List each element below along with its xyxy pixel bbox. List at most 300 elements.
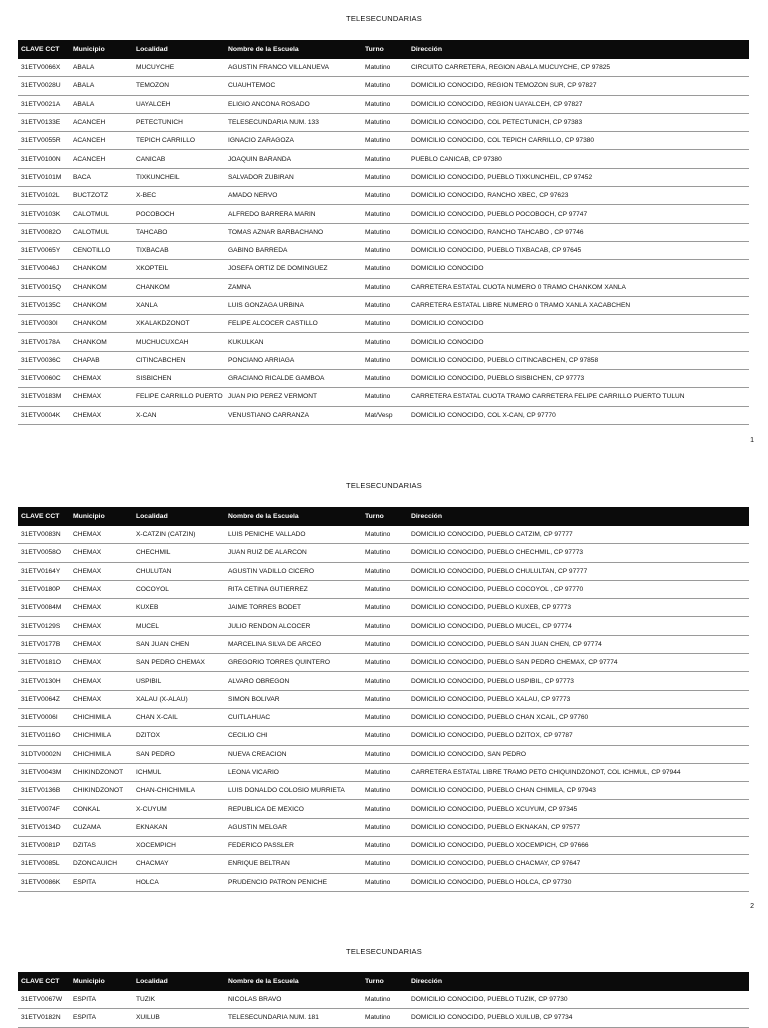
- cell-localidad: SISBICHEN: [136, 375, 172, 383]
- header-escuela: Nombre de la Escuela: [228, 978, 299, 985]
- cell-turno: Matutino: [365, 549, 391, 557]
- cell-turno: Matutino: [365, 155, 391, 163]
- cell-escuela: FEDERICO PASSLER: [228, 842, 294, 850]
- cell-localidad: XANLA: [136, 302, 158, 309]
- table-row: [18, 370, 749, 388]
- cell-localidad: EKNAKAN: [136, 823, 168, 831]
- cell-municipio: CHIKINDZONOT: [73, 787, 124, 795]
- cell-localidad: TIXKUNCHEIL: [136, 173, 180, 181]
- header-localidad: Localidad: [136, 978, 168, 985]
- cell-municipio: CHANKOM: [73, 320, 107, 328]
- cell-direccion: DOMICILIO CONOCIDO, PUEBLO XALAU, CP 97773: [411, 695, 571, 703]
- cell-escuela: LUIS PENICHE VALLADO: [228, 531, 306, 539]
- cell-localidad: XOCEMPICH: [136, 842, 176, 850]
- table-row: [18, 636, 749, 654]
- cell-municipio: ACANCEH: [73, 119, 106, 127]
- cell-direccion: CARRETERA ESTATAL LIBRE TRAMO PETO CHIQUINDZONOT, COL ICHMUL, CP 97944: [411, 769, 681, 776]
- cell-escuela: ELIGIO ANCONA ROSADO: [228, 100, 310, 108]
- cell-municipio: CHEMAX: [73, 677, 102, 685]
- cell-localidad: CHAN X-CAIL: [136, 714, 178, 722]
- table-row: [18, 315, 749, 333]
- cell-turno: Matutino: [365, 320, 391, 328]
- table-row: [18, 77, 749, 95]
- cell-clave: 31ETV0178A: [21, 338, 61, 346]
- cell-turno: Matutino: [365, 805, 391, 813]
- cell-turno: Matutino: [365, 228, 391, 236]
- cell-turno: Matutino: [365, 173, 391, 181]
- header-direccion: Dirección: [411, 46, 442, 53]
- cell-turno: Matutino: [365, 302, 391, 309]
- cell-escuela: ZAMNA: [228, 283, 252, 291]
- cell-municipio: ESPITA: [73, 996, 96, 1004]
- table-row: [18, 874, 749, 892]
- cell-turno: Matutino: [365, 769, 391, 776]
- table-row: [18, 691, 749, 709]
- cell-clave: 31ETV0066X: [21, 64, 61, 72]
- cell-direccion: DOMICILIO CONOCIDO, PUEBLO SAN JUAN CHEN, CP 97774: [411, 640, 602, 648]
- cell-escuela: AGUSTIN MELGAR: [228, 823, 287, 831]
- header-turno: Turno: [365, 513, 384, 520]
- header-localidad: Localidad: [136, 46, 168, 53]
- table-row: [18, 297, 749, 315]
- cell-escuela: LUIS GONZAGA URBINA: [228, 302, 304, 309]
- cell-direccion: DOMICILIO CONOCIDO, PUEBLO CHAN XCAIL, CP 97760: [411, 714, 589, 722]
- cell-clave: 31ETV0058O: [21, 549, 61, 557]
- header-direccion: Dirección: [411, 513, 442, 520]
- table-row: [18, 150, 749, 168]
- cell-clave: 31ETV0136B: [21, 787, 61, 795]
- table-row: [18, 59, 749, 77]
- cell-escuela: NICOLAS BRAVO: [228, 996, 282, 1004]
- cell-clave: 31ETV0182N: [21, 1014, 61, 1022]
- cell-clave: 31ETV0074F: [21, 805, 60, 813]
- cell-municipio: DZITAS: [73, 842, 96, 850]
- cell-turno: Matutino: [365, 823, 391, 831]
- cell-escuela: TELESECUNDARIA NUM. 181: [228, 1014, 319, 1022]
- cell-clave: 31ETV0081P: [21, 842, 61, 850]
- cell-direccion: DOMICILIO CONOCIDO: [411, 320, 484, 328]
- header-clave: CLAVE CCT: [21, 46, 60, 53]
- table-row: [18, 114, 749, 132]
- cell-clave: 31ETV0043M: [21, 769, 62, 776]
- cell-escuela: JUAN PIO PEREZ VERMONT: [228, 393, 318, 401]
- cell-direccion: DOMICILIO CONOCIDO, PUEBLO CHAN CHIMILA, CP 97943: [411, 787, 596, 795]
- table-header: [18, 40, 749, 59]
- table-row: [18, 599, 749, 617]
- cell-localidad: MUCUYCHE: [136, 64, 175, 72]
- cell-turno: Matutino: [365, 137, 391, 145]
- table-row: [18, 187, 749, 205]
- page-number: 2: [750, 903, 754, 910]
- cell-clave: 31ETV0082O: [21, 228, 61, 236]
- header-turno: Turno: [365, 978, 384, 985]
- cell-turno: Matutino: [365, 100, 391, 108]
- table-row: [18, 407, 749, 425]
- cell-escuela: JOSEFA ORTIZ DE DOMINGUEZ: [228, 265, 328, 273]
- cell-turno: Matutino: [365, 1014, 391, 1022]
- cell-direccion: DOMICILIO CONOCIDO, PUEBLO XCUYUM, CP 97345: [411, 805, 578, 813]
- cell-municipio: CHANKOM: [73, 283, 107, 291]
- page-number: 1: [750, 437, 754, 444]
- cell-escuela: KUKULKAN: [228, 338, 264, 346]
- schools-table: [18, 507, 749, 892]
- cell-municipio: BUCTZOTZ: [73, 192, 109, 200]
- table-row: [18, 352, 749, 370]
- cell-direccion: DOMICILIO CONOCIDO, PUEBLO CHULULTAN, CP 97777: [411, 567, 588, 575]
- cell-direccion: DOMICILIO CONOCIDO, COL PETECTUNICH, CP 97383: [411, 119, 583, 127]
- header-municipio: Municipio: [73, 513, 105, 520]
- cell-direccion: DOMICILIO CONOCIDO, PUEBLO CHACMAY, CP 97647: [411, 860, 581, 868]
- page-title: TELESECUNDARIAS: [346, 947, 422, 956]
- cell-turno: Matutino: [365, 393, 391, 401]
- table-row: [18, 205, 749, 223]
- cell-municipio: CONKAL: [73, 805, 101, 813]
- cell-direccion: DOMICILIO CONOCIDO, PUEBLO CITINCABCHEN, CP 97858: [411, 356, 599, 364]
- cell-direccion: CIRCUITO CARRETERA, REGIÓN ABALA MUCUYCHE, CP 97825: [411, 64, 611, 72]
- cell-clave: 31ETV0028U: [21, 82, 61, 90]
- table-row: [18, 727, 749, 745]
- cell-municipio: DZONCAUICH: [73, 860, 117, 868]
- table-row: [18, 169, 749, 187]
- cell-direccion: DOMICILIO CONOCIDO, PUEBLO USPIBIL, CP 97773: [411, 677, 574, 685]
- cell-clave: 31ETV0021A: [21, 100, 61, 108]
- table-row: [18, 388, 749, 406]
- table-row: [18, 617, 749, 635]
- cell-escuela: FELIPE ALCOCER CASTILLO: [228, 320, 318, 328]
- header-clave: CLAVE CCT: [21, 978, 60, 985]
- cell-municipio: CHEMAX: [73, 567, 102, 575]
- cell-direccion: DOMICILIO CONOCIDO, PUEBLO SISBICHEN, CP 97773: [411, 375, 585, 383]
- cell-turno: Matutino: [365, 860, 391, 868]
- cell-municipio: CHICHIMILA: [73, 714, 112, 722]
- cell-turno: Matutino: [365, 622, 391, 630]
- cell-direccion: CARRETERA ESTATAL CUOTA NUMERO 0 TRAMO CHANKOM XANLA: [411, 283, 626, 291]
- table-row: [18, 242, 749, 260]
- cell-municipio: CHICHIMILA: [73, 750, 112, 758]
- cell-localidad: KUXEB: [136, 604, 159, 612]
- cell-clave: 31ETV0177B: [21, 640, 61, 648]
- table-row: [18, 224, 749, 242]
- cell-localidad: TUZIK: [136, 996, 156, 1004]
- cell-localidad: TAHCABO: [136, 228, 168, 236]
- table-row: [18, 800, 749, 818]
- cell-clave: 31ETV0130H: [21, 677, 61, 685]
- cell-municipio: CHANKOM: [73, 302, 107, 309]
- cell-localidad: MUCEL: [136, 622, 160, 630]
- cell-clave: 31ETV0103K: [21, 210, 61, 218]
- cell-turno: Matutino: [365, 714, 391, 722]
- cell-municipio: ABALA: [73, 64, 95, 72]
- cell-direccion: DOMICILIO CONOCIDO, PUEBLO SAN PEDRO CHEMAX, CP 97774: [411, 659, 618, 667]
- table-row: [18, 672, 749, 690]
- cell-localidad: TEPICH CARRILLO: [136, 137, 195, 145]
- cell-turno: Matutino: [365, 356, 391, 364]
- header-municipio: Municipio: [73, 46, 105, 53]
- cell-clave: 31ETV0134D: [21, 823, 61, 831]
- header-municipio: Municipio: [73, 978, 105, 985]
- cell-clave: 31ETV0101M: [21, 173, 62, 181]
- cell-clave: 31ETV0083N: [21, 531, 61, 539]
- cell-clave: 31ETV0164Y: [21, 567, 61, 575]
- cell-localidad: XKALAKDZONOT: [136, 320, 190, 328]
- cell-localidad: PETECTUNICH: [136, 119, 183, 127]
- cell-localidad: SAN PEDRO CHEMAX: [136, 659, 205, 667]
- cell-direccion: PUEBLO CANICAB, CP 97380: [411, 155, 502, 163]
- cell-localidad: CHACMAY: [136, 860, 169, 868]
- table-row: [18, 581, 749, 599]
- cell-localidad: ICHMUL: [136, 769, 162, 776]
- cell-escuela: ENRIQUE BELTRAN: [228, 860, 290, 868]
- cell-municipio: CENOTILLO: [73, 247, 111, 255]
- cell-escuela: MARCELINA SILVA DE ARCEO: [228, 640, 322, 648]
- cell-direccion: DOMICILIO CONOCIDO, RANCHO TAHCABO , CP 97746: [411, 228, 584, 236]
- table-row: [18, 96, 749, 114]
- cell-localidad: X-CAN: [136, 411, 157, 419]
- cell-municipio: CHEMAX: [73, 659, 102, 667]
- cell-direccion: DOMICILIO CONOCIDO, PUEBLO XUILUB, CP 97734: [411, 1014, 573, 1022]
- cell-turno: Matutino: [365, 586, 391, 594]
- cell-municipio: CHEMAX: [73, 604, 102, 612]
- cell-clave: 31ETV0086K: [21, 878, 61, 886]
- cell-turno: Matutino: [365, 677, 391, 685]
- cell-direccion: DOMICILIO CONOCIDO, PUEBLO CATZIM, CP 97777: [411, 531, 573, 539]
- cell-localidad: HOLCA: [136, 878, 159, 886]
- cell-direccion: CARRETERA ESTATAL LIBRE NUMERO 0 TRAMO XANLÁ XACABCHEN: [411, 302, 631, 309]
- cell-municipio: CHEMAX: [73, 695, 102, 703]
- cell-turno: Matutino: [365, 210, 391, 218]
- cell-direccion: DOMICILIO CONOCIDO, PUEBLO TIXKUNCHEIL, CP 97452: [411, 173, 593, 181]
- table-row: [18, 991, 749, 1009]
- cell-localidad: XALAU (X-ALAU): [136, 695, 188, 703]
- cell-turno: Matutino: [365, 531, 391, 539]
- cell-direccion: DOMICILIO CONOCIDO, PUEBLO MUCEL, CP 97774: [411, 622, 572, 630]
- cell-municipio: CALOTMUL: [73, 228, 109, 236]
- cell-clave: 31ETV0102L: [21, 192, 60, 200]
- cell-direccion: DOMICILIO CONOCIDO: [411, 265, 484, 273]
- cell-clave: 31DTV0002N: [21, 750, 61, 758]
- table-row: [18, 260, 749, 278]
- cell-turno: Matutino: [365, 659, 391, 667]
- cell-localidad: POCOBOCH: [136, 210, 175, 218]
- cell-direccion: CARRETERA ESTATAL CUOTA TRAMO CARRETERA FELIPE CARRILLO PUERTO TULUN: [411, 393, 685, 401]
- cell-escuela: JULIO RENDON ALCOCER: [228, 622, 311, 630]
- header-escuela: Nombre de la Escuela: [228, 46, 299, 53]
- cell-localidad: SAN JUAN CHEN: [136, 640, 190, 648]
- header-escuela: Nombre de la Escuela: [228, 513, 299, 520]
- cell-turno: Matutino: [365, 996, 391, 1004]
- cell-municipio: CHEMAX: [73, 622, 102, 630]
- cell-clave: 31ETV0180P: [21, 586, 61, 594]
- cell-municipio: CHAPAB: [73, 356, 100, 364]
- cell-turno: Matutino: [365, 192, 391, 200]
- table-row: [18, 526, 749, 544]
- cell-clave: 31ETV0084M: [21, 604, 62, 612]
- table-row: [18, 1009, 749, 1027]
- cell-clave: 31ETV0006I: [21, 714, 58, 722]
- cell-turno: Matutino: [365, 787, 391, 795]
- cell-municipio: CHEMAX: [73, 640, 102, 648]
- cell-turno: Matutino: [365, 750, 391, 758]
- cell-localidad: TIXBACAB: [136, 247, 169, 255]
- cell-localidad: COCOYOL: [136, 586, 169, 594]
- cell-municipio: CHEMAX: [73, 586, 102, 594]
- cell-clave: 31ETV0133E: [21, 119, 61, 127]
- cell-escuela: AGUSTIN FRANCO VILLANUEVA: [228, 64, 330, 72]
- cell-clave: 31ETV0100N: [21, 155, 61, 163]
- cell-localidad: XKOPTEIL: [136, 265, 169, 273]
- cell-escuela: TELESECUNDARIA NUM. 133: [228, 119, 319, 127]
- cell-localidad: CHANKOM: [136, 283, 170, 291]
- cell-municipio: ACANCEH: [73, 155, 106, 163]
- cell-escuela: JAIME TORRES BODET: [228, 604, 302, 612]
- cell-direccion: DOMICILIO CONOCIDO, PUEBLO TUZIK, CP 97730: [411, 996, 568, 1004]
- cell-clave: 31ETV0135C: [21, 302, 61, 309]
- cell-localidad: CHECHMIL: [136, 549, 171, 557]
- cell-localidad: UAYALCEH: [136, 100, 171, 108]
- schools-table: [18, 972, 749, 1028]
- cell-clave: 31ETV0046J: [21, 265, 60, 273]
- cell-clave: 31ETV0036C: [21, 356, 61, 364]
- cell-direccion: DOMICILIO CONOCIDO, PUEBLO EKNAKAN, CP 97577: [411, 823, 581, 831]
- cell-escuela: PONCIANO ARRIAGA: [228, 356, 295, 364]
- cell-direccion: DOMICILIO CONOCIDO, COL X-CAN, CP 97770: [411, 411, 556, 419]
- page-title: TELESECUNDARIAS: [346, 14, 422, 23]
- table-row: [18, 563, 749, 581]
- cell-direccion: DOMICILIO CONOCIDO, COL TEPICH CARRILLO, CP 97380: [411, 137, 595, 145]
- cell-localidad: FELIPE CARRILLO PUERTO: [136, 393, 223, 401]
- cell-localidad: TEMOZON: [136, 82, 169, 90]
- cell-localidad: X-BEC: [136, 192, 157, 200]
- cell-escuela: JOAQUIN BARANDA: [228, 155, 292, 163]
- cell-clave: 31ETV0183M: [21, 393, 62, 401]
- cell-municipio: CHEMAX: [73, 411, 102, 419]
- cell-localidad: USPIBIL: [136, 677, 162, 685]
- cell-direccion: DOMICILIO CONOCIDO, PUEBLO CHECHMIL, CP 97773: [411, 549, 584, 557]
- cell-municipio: ESPITA: [73, 1014, 96, 1022]
- cell-clave: 31ETV0004K: [21, 411, 61, 419]
- cell-direccion: DOMICILIO CONOCIDO, PUEBLO COCOYOL , CP 97770: [411, 586, 584, 594]
- cell-escuela: GREGORIO TORRES QUINTERO: [228, 659, 330, 667]
- cell-municipio: CUZAMA: [73, 823, 101, 831]
- cell-clave: 31ETV0065Y: [21, 247, 61, 255]
- cell-municipio: CHEMAX: [73, 375, 102, 383]
- cell-direccion: DOMICILIO CONOCIDO, SAN PEDRO: [411, 750, 527, 758]
- cell-turno: Matutino: [365, 604, 391, 612]
- schools-table: [18, 40, 749, 425]
- cell-clave: 31ETV0064Z: [21, 695, 60, 703]
- table-row: [18, 132, 749, 150]
- cell-localidad: X-CUYUM: [136, 805, 167, 813]
- cell-localidad: X-CATZIN (CATZIN): [136, 531, 196, 539]
- cell-direccion: DOMICILIO CONOCIDO, RANCHO XBEC, CP 97623: [411, 192, 569, 200]
- table-header: [18, 507, 749, 526]
- cell-turno: Matutino: [365, 732, 391, 740]
- cell-turno: Matutino: [365, 338, 391, 346]
- cell-escuela: SALVADOR ZUBIRAN: [228, 173, 294, 181]
- cell-municipio: BACA: [73, 173, 91, 181]
- header-direccion: Dirección: [411, 978, 442, 985]
- cell-escuela: NUEVA CREACION: [228, 750, 287, 758]
- cell-direccion: DOMICILIO CONOCIDO, PUEBLO POCOBOCH, CP 97747: [411, 210, 588, 218]
- cell-turno: Matutino: [365, 842, 391, 850]
- cell-municipio: CHEMAX: [73, 531, 102, 539]
- cell-direccion: DOMICILIO CONOCIDO, REGIÓN UAYALCEH, CP 97827: [411, 100, 583, 108]
- cell-municipio: CHANKOM: [73, 265, 107, 273]
- cell-direccion: DOMICILIO CONOCIDO: [411, 338, 484, 346]
- cell-municipio: CHIKINDZONOT: [73, 769, 124, 776]
- cell-escuela: VENUSTIANO CARRANZA: [228, 411, 309, 419]
- cell-clave: 31ETV0015Q: [21, 283, 61, 291]
- cell-direccion: DOMICILIO CONOCIDO, PUEBLO HOLCA, CP 97730: [411, 878, 572, 886]
- table-row: [18, 654, 749, 672]
- cell-clave: 31ETV0060C: [21, 375, 61, 383]
- cell-localidad: DZITOX: [136, 732, 161, 740]
- cell-municipio: CHEMAX: [73, 393, 102, 401]
- cell-direccion: DOMICILIO CONOCIDO, PUEBLO TIXBACAB, CP 97645: [411, 247, 582, 255]
- cell-municipio: CHANKOM: [73, 338, 107, 346]
- page-title: TELESECUNDARIAS: [346, 481, 422, 490]
- cell-escuela: REPUBLICA DE MEXICO: [228, 805, 304, 813]
- cell-municipio: CALOTMUL: [73, 210, 109, 218]
- cell-direccion: DOMICILIO CONOCIDO, PUEBLO DZITOX, CP 97787: [411, 732, 573, 740]
- cell-clave: 31ETV0129S: [21, 622, 61, 630]
- cell-turno: Matutino: [365, 695, 391, 703]
- table-row: [18, 855, 749, 873]
- cell-municipio: ACANCEH: [73, 137, 106, 145]
- cell-escuela: ALFREDO BARRERA MARIN: [228, 210, 316, 218]
- cell-localidad: CHAN-CHICHIMILA: [136, 787, 195, 795]
- cell-clave: 31ETV0116O: [21, 732, 61, 740]
- cell-escuela: SIMON BOLIVAR: [228, 695, 280, 703]
- cell-localidad: CHULUTAN: [136, 567, 172, 575]
- cell-escuela: IGNACIO ZARAGOZA: [228, 137, 294, 145]
- cell-turno: Matutino: [365, 375, 391, 383]
- cell-escuela: AMADO NERVO: [228, 192, 278, 200]
- cell-clave: 31ETV0067W: [21, 996, 63, 1004]
- header-turno: Turno: [365, 46, 384, 53]
- cell-turno: Mat/Vesp: [365, 411, 393, 419]
- table-row: [18, 709, 749, 727]
- table-row: [18, 333, 749, 351]
- cell-localidad: MUCHUCUXCAH: [136, 338, 189, 346]
- cell-direccion: DOMICILIO CONOCIDO, PUEBLO XOCEMPICH, CP 97666: [411, 842, 589, 850]
- table-row: [18, 544, 749, 562]
- cell-escuela: RITA CETINA GUTIERREZ: [228, 586, 308, 594]
- cell-escuela: GABINO BARREDA: [228, 247, 288, 255]
- cell-escuela: AGUSTIN VADILLO CICERO: [228, 567, 314, 575]
- table-row: [18, 819, 749, 837]
- cell-escuela: PRUDENCIO PATRON PENICHE: [228, 878, 328, 886]
- cell-turno: Matutino: [365, 119, 391, 127]
- cell-escuela: JUAN RUIZ DE ALARCON: [228, 549, 307, 557]
- cell-turno: Matutino: [365, 878, 391, 886]
- cell-turno: Matutino: [365, 567, 391, 575]
- cell-municipio: ESPITA: [73, 878, 96, 886]
- header-localidad: Localidad: [136, 513, 168, 520]
- table-header: [18, 972, 749, 991]
- table-row: [18, 764, 749, 782]
- cell-escuela: TOMAS AZNAR BARBACHANO: [228, 228, 324, 236]
- cell-turno: Matutino: [365, 640, 391, 648]
- cell-turno: Matutino: [365, 247, 391, 255]
- cell-direccion: DOMICILIO CONOCIDO, REGIÓN TEMOZÓN SUR, CP 97827: [411, 82, 597, 90]
- cell-municipio: ABALA: [73, 82, 95, 90]
- table-row: [18, 746, 749, 764]
- cell-municipio: CHEMAX: [73, 549, 102, 557]
- cell-escuela: LEONA VICARIO: [228, 769, 279, 776]
- cell-escuela: CUITLAHUAC: [228, 714, 271, 722]
- header-clave: CLAVE CCT: [21, 513, 60, 520]
